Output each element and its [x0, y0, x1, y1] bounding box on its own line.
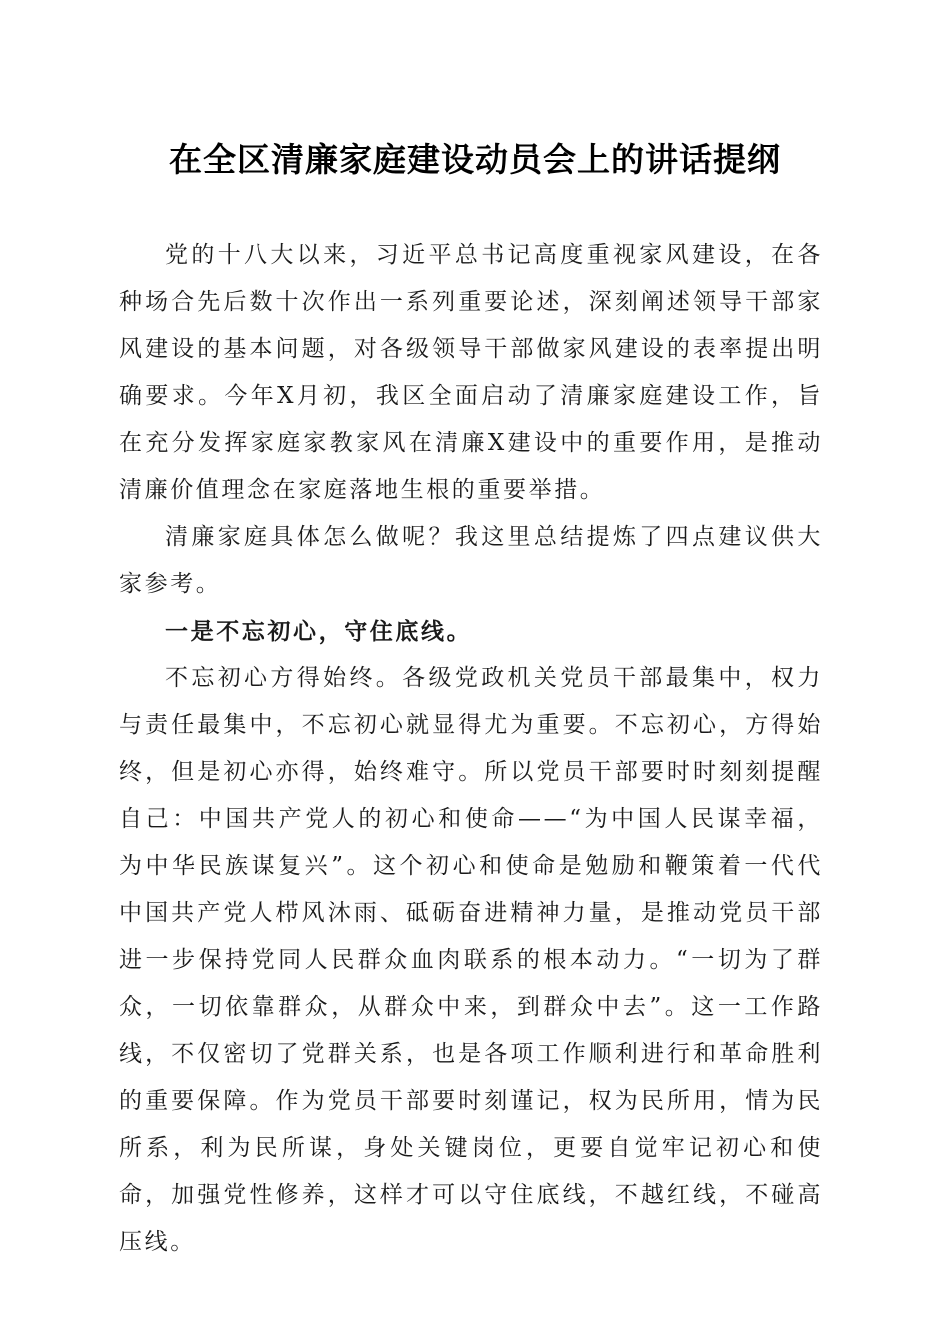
section-heading-one: 一是不忘初心，守住底线。: [165, 618, 473, 645]
document-title: 在全区清廉家庭建设动员会上的讲话提纲: [169, 140, 781, 179]
paragraph-intro: 党的十八大以来，习近平总书记高度重视家风建设，在各种场合先后数十次作出一系列重要论述，深刻阐述领导干部家风建设的基本问题，对各级领导干部做家风建设的表率提出明确要求。今年X月初，我区全面启动了清廉家庭建设工作，旨在充分发挥家庭家教家风在清廉X建设中的重要作用，是推动清廉价值理念在家庭落地生根的重要举措。: [119, 242, 823, 503]
paragraph-section-one: 不忘初心方得始终。各级党政机关党员干部最集中，权力与责任最集中，不忘初心就显得尤为重要。不忘初心，方得始终，但是初心亦得，始终难守。所以党员干部要时时刻刻提醒自己：中国共产党人的初心和使命——“为中国人民谋幸福，为中华民族谋复兴”。这个初心和使命是勉励和鞭策着一代代中国共产党人栉风沐雨、砥砺奋进精神力量，是推动党员干部进一步保持党同人民群众血肉联系的根本动力。“一切为了群众，一切依靠群众，从群众中来，到群众中去”。这一工作路线，不仅密切了党群关系，也是各项工作顺利进行和革命胜利的重要保障。作为党员干部要时刻谨记，权为民所用，情为民所系，利为民所谋，身处关键岗位，更要自觉牢记初心和使命，加强党性修养，这样才可以守住底线，不越红线，不碰高压线。: [119, 665, 823, 1255]
paragraph-suggestions: 清廉家庭具体怎么做呢？我这里总结提炼了四点建议供大家参考。: [119, 524, 823, 597]
document-body: [119, 232, 823, 1266]
